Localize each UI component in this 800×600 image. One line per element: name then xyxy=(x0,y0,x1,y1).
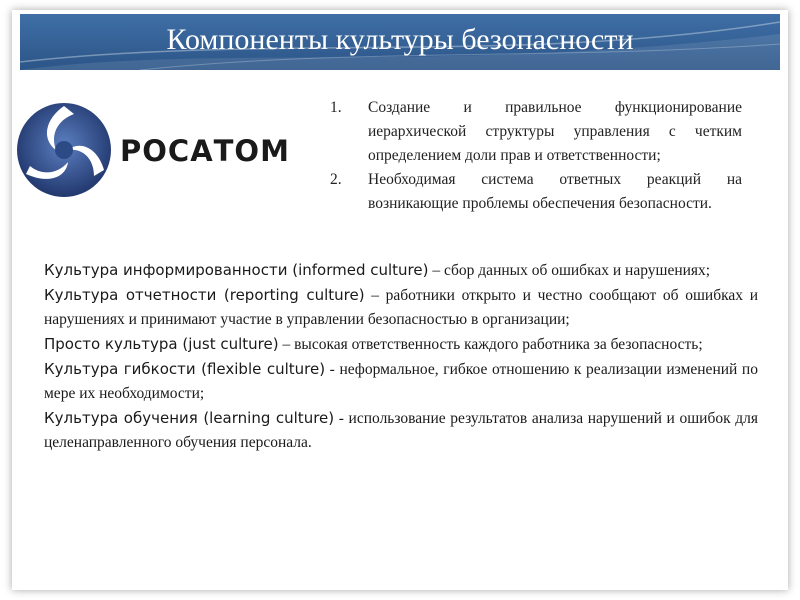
culture-description: – высокая ответственность каждого работника за безопасность; xyxy=(278,336,703,353)
title-bar xyxy=(20,14,780,70)
culture-term: Культура отчетности (reporting culture) xyxy=(44,286,365,304)
culture-description: – работники открыто и честно сообщают об ошибках и нарушениях и принимают участие в управлении безопасностью в организации; xyxy=(44,287,758,328)
culture-term: Культура информированности (informed culture) xyxy=(44,261,429,279)
culture-description: – сбор данных об ошибках и нарушениях; xyxy=(428,262,711,279)
culture-term: Культура обучения (learning culture) xyxy=(44,409,335,427)
list-item xyxy=(32,357,758,406)
culture-description: - неформальное, гибкое отношению к реализации изменений по мере их необходимости; xyxy=(44,361,758,402)
list-item xyxy=(32,258,758,283)
item-number: 1. xyxy=(330,99,342,116)
list-item xyxy=(32,406,758,455)
list-item xyxy=(32,332,758,357)
rosatom-wordmark: РОСАТОМ xyxy=(120,134,290,168)
rosatom-logo xyxy=(14,100,304,200)
item-text: Необходимая система ответных реакций на возникающие проблемы обеспечения безопасности. xyxy=(368,171,742,212)
culture-term: Просто культура (just culture) xyxy=(44,335,279,353)
culture-components-list xyxy=(32,258,758,455)
culture-term: Культура гибкости (flexible culture) xyxy=(44,360,326,378)
item-number: 2. xyxy=(330,171,342,188)
item-text: Создание и правильное функционирование иерархической структуры управления с четким определением доли прав и ответственности; xyxy=(368,99,742,164)
list-item xyxy=(32,283,758,332)
numbered-item xyxy=(330,168,742,216)
culture-description: - использование результатов анализа нарушений и ошибок для целенаправленного обучения персонала. xyxy=(44,410,758,451)
page-title: Компоненты культуры безопасности xyxy=(166,23,634,56)
numbered-list xyxy=(330,96,742,216)
numbered-item xyxy=(330,96,742,168)
rosatom-atom-icon xyxy=(14,100,114,200)
